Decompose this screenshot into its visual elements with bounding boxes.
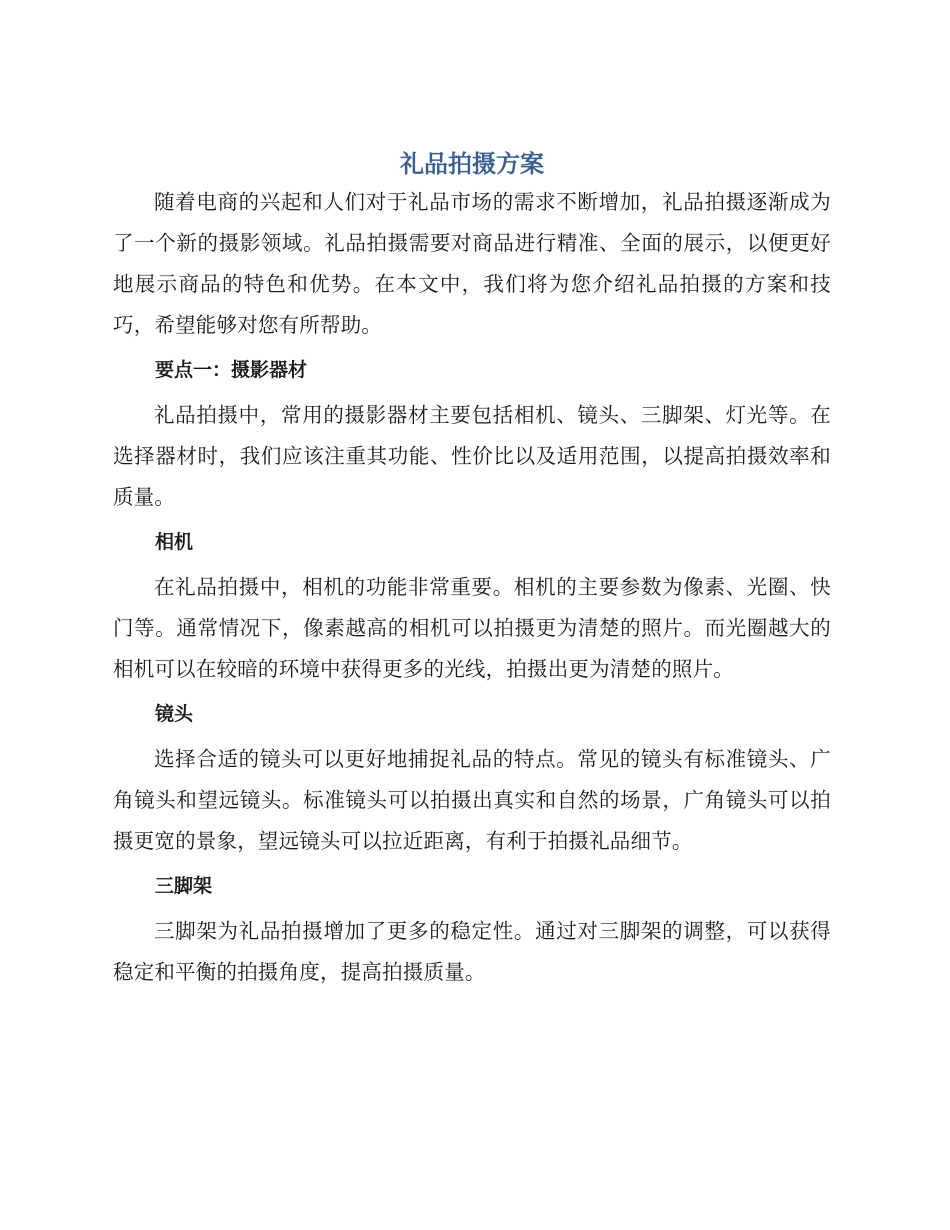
document-page [113,146,831,993]
intro-paragraph: 随着电商的兴起和人们对于礼品市场的需求不断增加，礼品拍摄逐渐成为了一个新的摄影领域。礼品拍摄需要对商品进行精准、全面的展示，以便更好地展示商品的特色和优势。在本文中，我们将为您介绍礼品拍摄的方案和技巧，希望能够对您有所帮助。 [113,190,831,337]
section-body-camera: 在礼品拍摄中，相机的功能非常重要。相机的主要参数为像素、光圈、快门等。通常情况下，像素越高的相机可以拍摄更为清楚的照片。而光圈越大的相机可以在较暗的环境中获得更多的光线，拍摄出更为清楚的照片。 [113,575,831,681]
section-body-lens: 选择合适的镜头可以更好地捕捉礼品的特点。常见的镜头有标准镜头、广角镜头和望远镜头。标准镜头可以拍摄出真实和自然的场景，广角镜头可以拍摄更宽的景象，望远镜头可以拉近距离，有利于拍摄礼品细节。 [113,747,831,853]
section-body-equipment: 礼品拍摄中，常用的摄影器材主要包括相机、镜头、三脚架、灯光等。在选择器材时，我们应该注重其功能、性价比以及适用范围，以提高拍摄效率和质量。 [113,403,831,509]
section-heading-equipment: 要点一：摄影器材 [155,359,308,381]
section-body-tripod: 三脚架为礼品拍摄增加了更多的稳定性。通过对三脚架的调整，可以获得稳定和平衡的拍摄角度，提高拍摄质量。 [113,919,831,984]
document-title: 礼品拍摄方案 [400,150,544,178]
section-heading-tripod: 三脚架 [155,875,213,897]
section-heading-camera: 相机 [155,531,194,553]
section-heading-lens: 镜头 [155,703,194,725]
